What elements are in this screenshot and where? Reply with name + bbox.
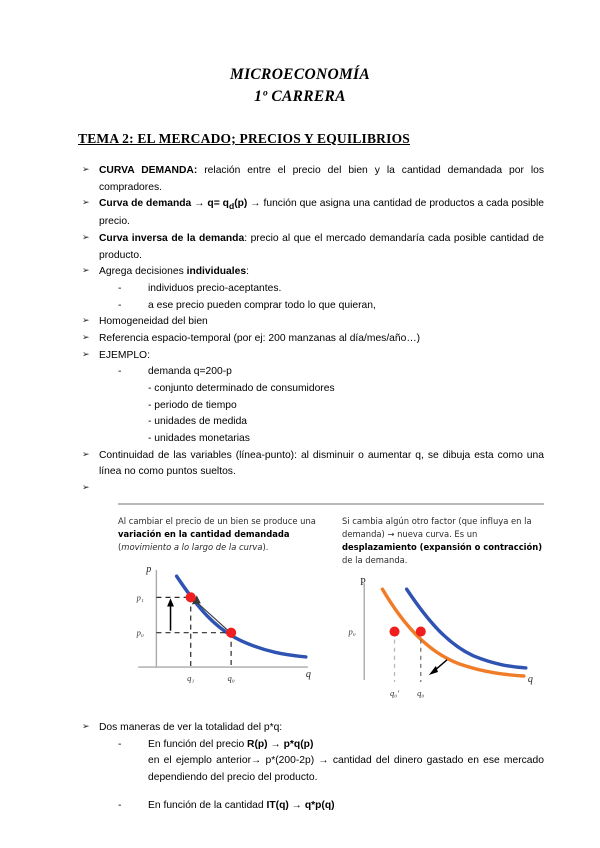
sub-item-individuos — [118, 281, 544, 298]
agrega-post: : — [246, 266, 249, 278]
left-label-p0: p₀ — [136, 627, 144, 638]
document-title: MICROECONOMÍA — [230, 66, 370, 83]
sub-item-individuos-text: individuos precio-aceptantes. — [148, 282, 282, 294]
bullet-dos-maneras — [82, 720, 544, 737]
right-label-q0: q₀ — [417, 687, 425, 698]
agrega-pre: Agrega decisiones — [99, 266, 187, 278]
formula-qd-sub: d — [228, 201, 235, 212]
bullet-ejemplo — [82, 348, 544, 365]
bullet-icon: ➢ — [82, 482, 90, 493]
sub-item-periodo: - periodo de tiempo — [148, 399, 237, 411]
left-caption-part1: Al cambiar el precio de un bien se produce una — [118, 515, 316, 526]
bullet-homogeneidad-text: Homogeneidad del bien — [99, 316, 208, 328]
term-individuales: individuales — [186, 266, 247, 278]
funcion-precio-continuation: en el ejemplo anterior→ p*(200-2p) → cantidad del dinero gastado en ese mercado dependiendo del precio del producto. — [148, 755, 544, 783]
sub-item-funcion-precio — [118, 737, 544, 754]
bullet-icon: ➢ — [82, 332, 90, 343]
title-block — [0, 64, 600, 109]
right-label-q0-prime: q₀' — [389, 687, 400, 698]
price-change-arrow-head — [167, 598, 174, 606]
term-curva-de-demanda: Curva de demanda — [99, 198, 192, 210]
left-axis-x-label: q — [305, 668, 311, 680]
sub-item-unidades-monetarias: - unidades monetarias — [148, 432, 250, 444]
dash-icon: - — [118, 799, 122, 811]
figure-panel-left — [118, 515, 320, 706]
bullet-agrega-decisiones — [82, 264, 544, 281]
bullet-agrega-text — [99, 264, 544, 281]
figure-panel-right — [342, 515, 544, 706]
term-curva-inversa: Curva inversa de la demanda — [99, 232, 245, 244]
bullet-icon: ➢ — [82, 266, 90, 277]
bullet-curva-de-demanda-text — [99, 196, 544, 231]
right-caption-part2: de la demanda. — [342, 554, 408, 565]
figure-right-caption — [342, 515, 544, 567]
figure-divider — [118, 503, 544, 505]
section-heading: TEMA 2: EL MERCADO; PRECIOS Y EQUILIBRIOS — [78, 130, 410, 146]
left-label-q1: q₁ — [187, 672, 195, 683]
sub-item-funcion-precio-text — [148, 737, 313, 754]
left-axis-y-label: p — [146, 563, 152, 575]
list-spacer — [0, 787, 600, 798]
right-axis-x-label: q — [527, 673, 533, 685]
document-subtitle: 1º CARRERA — [254, 88, 346, 106]
dash-icon: - — [118, 299, 122, 311]
bullet-empty — [82, 481, 544, 496]
sub-item-precio-comprar — [118, 298, 544, 315]
bullet-continuidad — [82, 448, 544, 481]
bullet-curva-de-demanda — [82, 196, 544, 231]
left-caption-part3: ). — [262, 541, 269, 552]
funcion-precio-pre: En función del precio — [148, 738, 248, 750]
curva-de-demanda-body: → función que asigna una cantidad de productos a cada posible precio. — [99, 198, 544, 228]
bullet-curva-inversa — [82, 231, 544, 264]
left-caption-italic: movimiento a lo largo de la curva — [121, 541, 263, 552]
data-point-p0q0 — [226, 627, 236, 637]
content-body — [0, 163, 600, 814]
data-point-p1q1 — [186, 592, 196, 602]
demand-curve-blue — [177, 576, 306, 657]
shift-arrow-head — [429, 666, 438, 675]
bullet-icon: ➢ — [82, 721, 90, 732]
formula-qd-end: (p) — [234, 198, 248, 210]
sub-item-conjunto: - conjunto determinado de consumidores — [148, 382, 335, 394]
bullet-icon: ➢ — [82, 349, 90, 360]
bullet-referencia-text: Referencia espacio-temporal (por ej: 200 manzanas al día/mes/año…) — [99, 332, 421, 344]
bullet-referencia — [82, 331, 544, 348]
bullet-curva-demanda-text — [99, 163, 544, 196]
movement-arrow-shaft — [195, 600, 227, 629]
figure-panels — [118, 515, 544, 706]
left-caption-bold: variación en la cantidad demandada — [118, 528, 290, 539]
right-caption-bold: desplazamiento (expansión o contracción) — [342, 541, 543, 552]
bullet-curva-demanda — [82, 163, 544, 196]
term-curva-demanda: CURVA DEMANDA: — [99, 164, 198, 176]
figure-left-graph — [118, 562, 320, 693]
bullet-homogeneidad — [82, 314, 544, 331]
bullet-ejemplo-text: EJEMPLO: — [99, 349, 150, 361]
sub-item-unidades-medida: - unidades de medida — [148, 416, 248, 428]
right-caption-part1: Si cambia algún otro factor (que influya en la demanda) → nueva curva. Es un — [342, 515, 532, 539]
data-point-original — [416, 626, 426, 636]
bullet-icon: ➢ — [82, 232, 90, 243]
bullet-dos-maneras-text: Dos maneras de ver la totalidad del p*q: — [99, 721, 283, 733]
demand-curve-movement-chart — [118, 562, 320, 693]
formula-rp: R(p) → p*q(p) — [247, 738, 314, 750]
sub-item-demanda-formula — [118, 364, 544, 381]
bullet-icon: ➢ — [82, 316, 90, 327]
left-caption-part2: ( — [118, 541, 122, 552]
sub-item-demanda-formula-text: demanda q=200-p — [148, 366, 232, 378]
bullet-icon: ➢ — [82, 164, 90, 175]
right-axis-y-label: P — [360, 576, 366, 588]
sub-item-funcion-cantidad-text — [148, 798, 335, 815]
funcion-cantidad-pre: En función de la cantidad — [148, 799, 267, 811]
curva-inversa-body: : precio al que el mercado demandaría cada posible cantidad de producto. — [99, 232, 544, 261]
dash-icon: - — [118, 738, 122, 750]
curva-demanda-body: relación entre el precio del bien y la cantidad demandada por los compradores. — [99, 164, 545, 193]
figure-block — [118, 503, 544, 706]
figure-right-graph — [342, 575, 544, 706]
sub-item-funcion-cantidad — [118, 798, 544, 815]
bullet-icon: ➢ — [82, 449, 90, 460]
bullet-continuidad-text: Continuidad de las variables (línea-punto): al disminuir o aumentar q, se dibuja esta como una línea no como puntos sueltos. — [99, 449, 544, 478]
data-point-shifted — [389, 626, 399, 636]
bullet-curva-inversa-text — [99, 231, 544, 264]
left-label-p1: p₁ — [136, 591, 144, 602]
formula-itq: IT(q) → q*p(q) — [266, 799, 335, 811]
left-label-q0: q₀ — [227, 672, 235, 683]
bottom-list — [0, 720, 600, 814]
formula-qd-start: → q= q — [191, 198, 229, 210]
sub-item-precio-comprar-text: a ese precio pueden comprar todo lo que quieran, — [148, 299, 376, 311]
right-label-p0: p₀ — [348, 626, 356, 637]
figure-left-caption — [118, 515, 320, 554]
bullet-icon: ➢ — [82, 198, 90, 209]
demand-curve-shift-chart — [342, 575, 544, 706]
dash-icon: - — [118, 366, 122, 378]
dash-icon: - — [118, 282, 122, 294]
